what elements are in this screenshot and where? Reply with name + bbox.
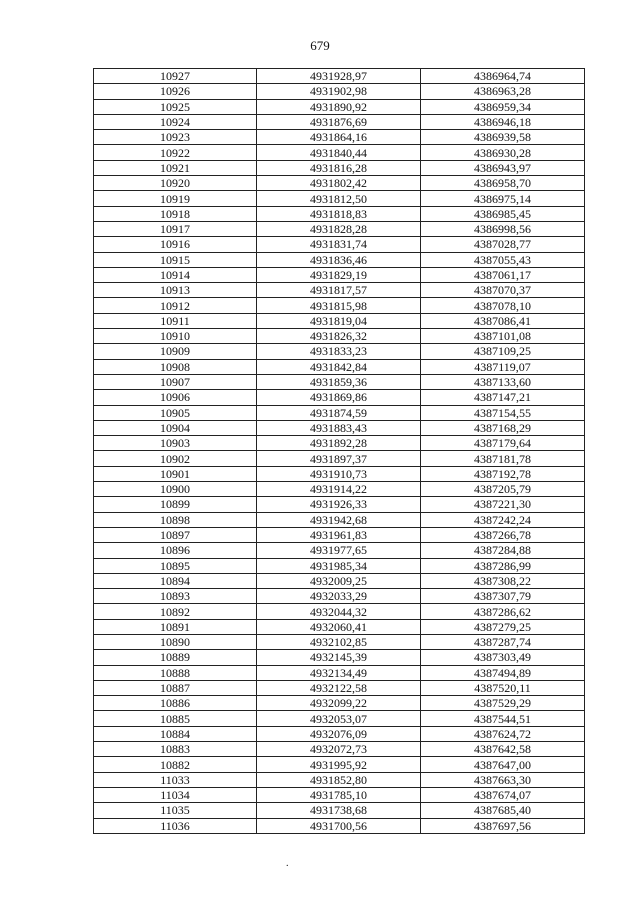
table-row — [94, 344, 585, 359]
x-coordinate-cell: 4931869,86 — [257, 390, 421, 405]
point-number-cell: 10914 — [94, 267, 257, 282]
y-coordinate-cell: 4386958,70 — [421, 176, 585, 191]
table-row — [94, 742, 585, 757]
table-row — [94, 99, 585, 114]
x-coordinate-cell: 4931833,23 — [257, 344, 421, 359]
x-coordinate-cell: 4931897,37 — [257, 451, 421, 466]
coordinates-table-body — [94, 69, 585, 834]
point-number-cell: 10902 — [94, 451, 257, 466]
table-row — [94, 818, 585, 833]
point-number-cell: 10908 — [94, 359, 257, 374]
x-coordinate-cell: 4931836,46 — [257, 252, 421, 267]
y-coordinate-cell: 4387154,55 — [421, 405, 585, 420]
y-coordinate-cell: 4387544,51 — [421, 711, 585, 726]
table-row — [94, 405, 585, 420]
point-number-cell: 10903 — [94, 436, 257, 451]
table-row — [94, 696, 585, 711]
point-number-cell: 10921 — [94, 160, 257, 175]
point-number-cell: 10904 — [94, 420, 257, 435]
x-coordinate-cell: 4931890,92 — [257, 99, 421, 114]
x-coordinate-cell: 4931815,98 — [257, 298, 421, 313]
point-number-cell: 10898 — [94, 512, 257, 527]
x-coordinate-cell: 4931995,92 — [257, 757, 421, 772]
point-number-cell: 10893 — [94, 589, 257, 604]
y-coordinate-cell: 4387663,30 — [421, 772, 585, 787]
y-coordinate-cell: 4386998,56 — [421, 221, 585, 236]
y-coordinate-cell: 4387205,79 — [421, 482, 585, 497]
y-coordinate-cell: 4387061,17 — [421, 267, 585, 282]
table-row — [94, 757, 585, 772]
y-coordinate-cell: 4387624,72 — [421, 726, 585, 741]
x-coordinate-cell: 4931985,34 — [257, 558, 421, 573]
point-number-cell: 10915 — [94, 252, 257, 267]
y-coordinate-cell: 4387242,24 — [421, 512, 585, 527]
x-coordinate-cell: 4932060,41 — [257, 619, 421, 634]
table-row — [94, 359, 585, 374]
x-coordinate-cell: 4931817,57 — [257, 283, 421, 298]
y-coordinate-cell: 4387287,74 — [421, 634, 585, 649]
point-number-cell: 10884 — [94, 726, 257, 741]
point-number-cell: 10883 — [94, 742, 257, 757]
x-coordinate-cell: 4931818,83 — [257, 206, 421, 221]
point-number-cell: 10922 — [94, 145, 257, 160]
x-coordinate-cell: 4931700,56 — [257, 818, 421, 833]
point-number-cell: 10912 — [94, 298, 257, 313]
table-row — [94, 711, 585, 726]
x-coordinate-cell: 4931864,16 — [257, 130, 421, 145]
x-coordinate-cell: 4931883,43 — [257, 420, 421, 435]
point-number-cell: 10913 — [94, 283, 257, 298]
table-row — [94, 512, 585, 527]
footer-mark: . — [286, 858, 289, 869]
point-number-cell: 10885 — [94, 711, 257, 726]
point-number-cell: 10917 — [94, 221, 257, 236]
point-number-cell: 11034 — [94, 787, 257, 802]
x-coordinate-cell: 4931910,73 — [257, 466, 421, 481]
table-row — [94, 543, 585, 558]
y-coordinate-cell: 4387286,62 — [421, 604, 585, 619]
table-row — [94, 803, 585, 818]
table-row — [94, 680, 585, 695]
y-coordinate-cell: 4387192,78 — [421, 466, 585, 481]
x-coordinate-cell: 4931828,28 — [257, 221, 421, 236]
y-coordinate-cell: 4387647,00 — [421, 757, 585, 772]
y-coordinate-cell: 4387279,25 — [421, 619, 585, 634]
x-coordinate-cell: 4931829,19 — [257, 267, 421, 282]
x-coordinate-cell: 4932009,25 — [257, 573, 421, 588]
x-coordinate-cell: 4931914,22 — [257, 482, 421, 497]
y-coordinate-cell: 4387494,89 — [421, 665, 585, 680]
table-row — [94, 267, 585, 282]
x-coordinate-cell: 4931812,50 — [257, 191, 421, 206]
y-coordinate-cell: 4386943,97 — [421, 160, 585, 175]
x-coordinate-cell: 4931802,42 — [257, 176, 421, 191]
table-row — [94, 160, 585, 175]
x-coordinate-cell: 4932033,29 — [257, 589, 421, 604]
table-row — [94, 176, 585, 191]
x-coordinate-cell: 4931928,97 — [257, 69, 421, 84]
y-coordinate-cell: 4386959,34 — [421, 99, 585, 114]
y-coordinate-cell: 4387055,43 — [421, 252, 585, 267]
y-coordinate-cell: 4387133,60 — [421, 374, 585, 389]
table-row — [94, 497, 585, 512]
table-row — [94, 787, 585, 802]
point-number-cell: 10905 — [94, 405, 257, 420]
y-coordinate-cell: 4387101,08 — [421, 329, 585, 344]
y-coordinate-cell: 4387086,41 — [421, 313, 585, 328]
table-row — [94, 589, 585, 604]
y-coordinate-cell: 4387286,99 — [421, 558, 585, 573]
y-coordinate-cell: 4386930,28 — [421, 145, 585, 160]
point-number-cell: 10901 — [94, 466, 257, 481]
point-number-cell: 10894 — [94, 573, 257, 588]
table-row — [94, 114, 585, 129]
point-number-cell: 10900 — [94, 482, 257, 497]
y-coordinate-cell: 4387078,10 — [421, 298, 585, 313]
y-coordinate-cell: 4387307,79 — [421, 589, 585, 604]
y-coordinate-cell: 4387520,11 — [421, 680, 585, 695]
y-coordinate-cell: 4387070,37 — [421, 283, 585, 298]
y-coordinate-cell: 4387147,21 — [421, 390, 585, 405]
x-coordinate-cell: 4931961,83 — [257, 527, 421, 542]
y-coordinate-cell: 4386985,45 — [421, 206, 585, 221]
table-row — [94, 206, 585, 221]
y-coordinate-cell: 4387697,56 — [421, 818, 585, 833]
table-row — [94, 604, 585, 619]
y-coordinate-cell: 4386964,74 — [421, 69, 585, 84]
point-number-cell: 10919 — [94, 191, 257, 206]
x-coordinate-cell: 4932134,49 — [257, 665, 421, 680]
point-number-cell: 10891 — [94, 619, 257, 634]
x-coordinate-cell: 4931831,74 — [257, 237, 421, 252]
table-row — [94, 145, 585, 160]
y-coordinate-cell: 4387221,30 — [421, 497, 585, 512]
point-number-cell: 10897 — [94, 527, 257, 542]
point-number-cell: 10890 — [94, 634, 257, 649]
page-number: 679 — [310, 38, 330, 53]
point-number-cell: 10924 — [94, 114, 257, 129]
x-coordinate-cell: 4932099,22 — [257, 696, 421, 711]
y-coordinate-cell: 4387119,07 — [421, 359, 585, 374]
y-coordinate-cell: 4387168,29 — [421, 420, 585, 435]
point-number-cell: 10907 — [94, 374, 257, 389]
point-number-cell: 10916 — [94, 237, 257, 252]
point-number-cell: 10882 — [94, 757, 257, 772]
point-number-cell: 10895 — [94, 558, 257, 573]
x-coordinate-cell: 4932053,07 — [257, 711, 421, 726]
table-row — [94, 619, 585, 634]
point-number-cell: 10887 — [94, 680, 257, 695]
y-coordinate-cell: 4387674,07 — [421, 787, 585, 802]
point-number-cell: 10925 — [94, 99, 257, 114]
x-coordinate-cell: 4931842,84 — [257, 359, 421, 374]
x-coordinate-cell: 4932076,09 — [257, 726, 421, 741]
table-row — [94, 130, 585, 145]
y-coordinate-cell: 4386946,18 — [421, 114, 585, 129]
table-row — [94, 283, 585, 298]
point-number-cell: 10889 — [94, 650, 257, 665]
table-row — [94, 466, 585, 481]
x-coordinate-cell: 4931876,69 — [257, 114, 421, 129]
x-coordinate-cell: 4931892,28 — [257, 436, 421, 451]
point-number-cell: 10886 — [94, 696, 257, 711]
x-coordinate-cell: 4931859,36 — [257, 374, 421, 389]
table-row — [94, 527, 585, 542]
table-row — [94, 374, 585, 389]
point-number-cell: 10926 — [94, 84, 257, 99]
table-row — [94, 420, 585, 435]
x-coordinate-cell: 4931977,65 — [257, 543, 421, 558]
point-number-cell: 10923 — [94, 130, 257, 145]
table-row — [94, 451, 585, 466]
point-number-cell: 10906 — [94, 390, 257, 405]
point-number-cell: 10927 — [94, 69, 257, 84]
table-row — [94, 650, 585, 665]
table-row — [94, 573, 585, 588]
x-coordinate-cell: 4931852,80 — [257, 772, 421, 787]
y-coordinate-cell: 4387266,78 — [421, 527, 585, 542]
y-coordinate-cell: 4386963,28 — [421, 84, 585, 99]
y-coordinate-cell: 4386939,58 — [421, 130, 585, 145]
table-row — [94, 84, 585, 99]
y-coordinate-cell: 4387179,64 — [421, 436, 585, 451]
point-number-cell: 10896 — [94, 543, 257, 558]
point-number-cell: 10920 — [94, 176, 257, 191]
table-row — [94, 191, 585, 206]
table-row — [94, 436, 585, 451]
x-coordinate-cell: 4931738,68 — [257, 803, 421, 818]
table-row — [94, 221, 585, 236]
x-coordinate-cell: 4931874,59 — [257, 405, 421, 420]
point-number-cell: 11036 — [94, 818, 257, 833]
point-number-cell: 11033 — [94, 772, 257, 787]
x-coordinate-cell: 4932102,85 — [257, 634, 421, 649]
y-coordinate-cell: 4387642,58 — [421, 742, 585, 757]
y-coordinate-cell: 4387529,29 — [421, 696, 585, 711]
table-row — [94, 482, 585, 497]
table-row — [94, 665, 585, 680]
point-number-cell: 10888 — [94, 665, 257, 680]
x-coordinate-cell: 4931942,68 — [257, 512, 421, 527]
y-coordinate-cell: 4387181,78 — [421, 451, 585, 466]
y-coordinate-cell: 4387303,49 — [421, 650, 585, 665]
table-row — [94, 329, 585, 344]
y-coordinate-cell: 4387308,22 — [421, 573, 585, 588]
x-coordinate-cell: 4932072,73 — [257, 742, 421, 757]
point-number-cell: 10899 — [94, 497, 257, 512]
coordinates-table — [93, 68, 585, 834]
table-row — [94, 726, 585, 741]
x-coordinate-cell: 4932044,32 — [257, 604, 421, 619]
table-row — [94, 237, 585, 252]
table-row — [94, 558, 585, 573]
x-coordinate-cell: 4931926,33 — [257, 497, 421, 512]
table-row — [94, 772, 585, 787]
table-row — [94, 390, 585, 405]
table-row — [94, 252, 585, 267]
point-number-cell: 10910 — [94, 329, 257, 344]
x-coordinate-cell: 4931826,32 — [257, 329, 421, 344]
x-coordinate-cell: 4931840,44 — [257, 145, 421, 160]
x-coordinate-cell: 4932145,39 — [257, 650, 421, 665]
point-number-cell: 10892 — [94, 604, 257, 619]
point-number-cell: 11035 — [94, 803, 257, 818]
table-row — [94, 313, 585, 328]
table-row — [94, 298, 585, 313]
table-row — [94, 634, 585, 649]
y-coordinate-cell: 4387284,88 — [421, 543, 585, 558]
point-number-cell: 10909 — [94, 344, 257, 359]
x-coordinate-cell: 4931819,04 — [257, 313, 421, 328]
y-coordinate-cell: 4387685,40 — [421, 803, 585, 818]
x-coordinate-cell: 4931785,10 — [257, 787, 421, 802]
y-coordinate-cell: 4387109,25 — [421, 344, 585, 359]
y-coordinate-cell: 4386975,14 — [421, 191, 585, 206]
point-number-cell: 10918 — [94, 206, 257, 221]
x-coordinate-cell: 4931902,98 — [257, 84, 421, 99]
point-number-cell: 10911 — [94, 313, 257, 328]
x-coordinate-cell: 4932122,58 — [257, 680, 421, 695]
x-coordinate-cell: 4931816,28 — [257, 160, 421, 175]
y-coordinate-cell: 4387028,77 — [421, 237, 585, 252]
table-row — [94, 69, 585, 84]
